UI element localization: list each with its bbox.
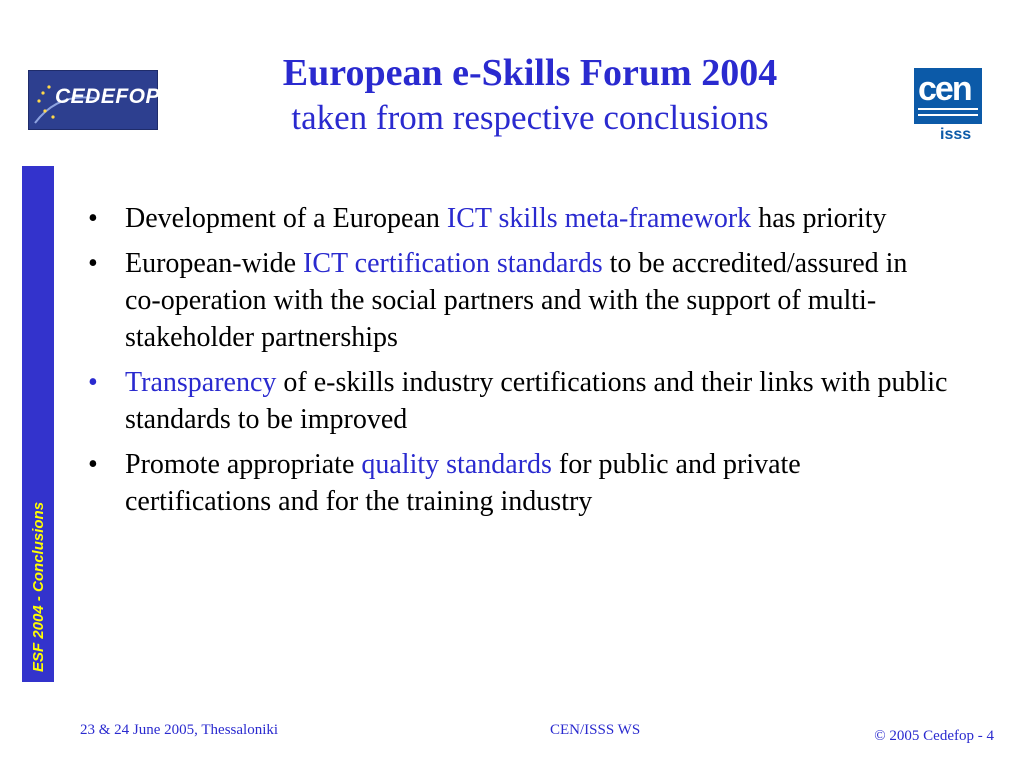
sidebar-label: ESF 2004 - Conclusions — [30, 501, 47, 672]
bullet-text: Development of a European — [125, 203, 447, 234]
cen-isss-logo — [914, 68, 984, 148]
cen-logo-box — [914, 68, 982, 124]
bullet-highlight: ICT skills meta-framework — [446, 203, 752, 234]
bullet-text: European-wide — [125, 248, 304, 279]
bullet-highlight: Transparency — [125, 367, 277, 398]
bullet-item — [88, 245, 948, 356]
bullet-item — [88, 446, 948, 520]
cedefop-logo-text: CEDEFOP — [55, 85, 161, 108]
bullet-dot: • — [88, 203, 98, 234]
footer-date-location: 23 & 24 June 2005, Thessaloniki — [80, 722, 279, 738]
bullet-text: of e-skills industry certifications and their links with public standards to be improved — [125, 367, 948, 435]
title-line-2: taken from respective conclusions — [291, 98, 769, 137]
bullet-highlight: ICT certification standards — [303, 248, 603, 279]
bullet-text: Promote appropriate — [125, 449, 362, 480]
title-line-1: European e-Skills Forum 2004 — [282, 52, 778, 94]
bullet-dot: • — [88, 449, 98, 480]
bullet-dot: • — [88, 248, 98, 279]
bullet-list — [88, 200, 948, 528]
bullet-text: has priority — [751, 203, 887, 234]
bullet-highlight: quality standards — [361, 449, 552, 480]
bullet-text: for public and private certifications and for the training industry — [125, 449, 801, 517]
bullet-text: to be accredited/assured in co-operation with the social partners and with the support of multi-stakeholder partnerships — [125, 248, 908, 353]
slide-title — [190, 52, 870, 138]
bullet-item — [88, 200, 948, 237]
footer-event: CEN/ISSS WS — [550, 722, 641, 738]
cen-logo-text: cen — [918, 70, 971, 108]
cedefop-logo — [28, 70, 161, 130]
bullet-dot: • — [88, 367, 98, 398]
bullet-item — [88, 364, 948, 438]
footer-copyright: © 2005 Cedefop - 4 — [874, 728, 994, 744]
isss-logo-text: isss — [940, 126, 972, 143]
